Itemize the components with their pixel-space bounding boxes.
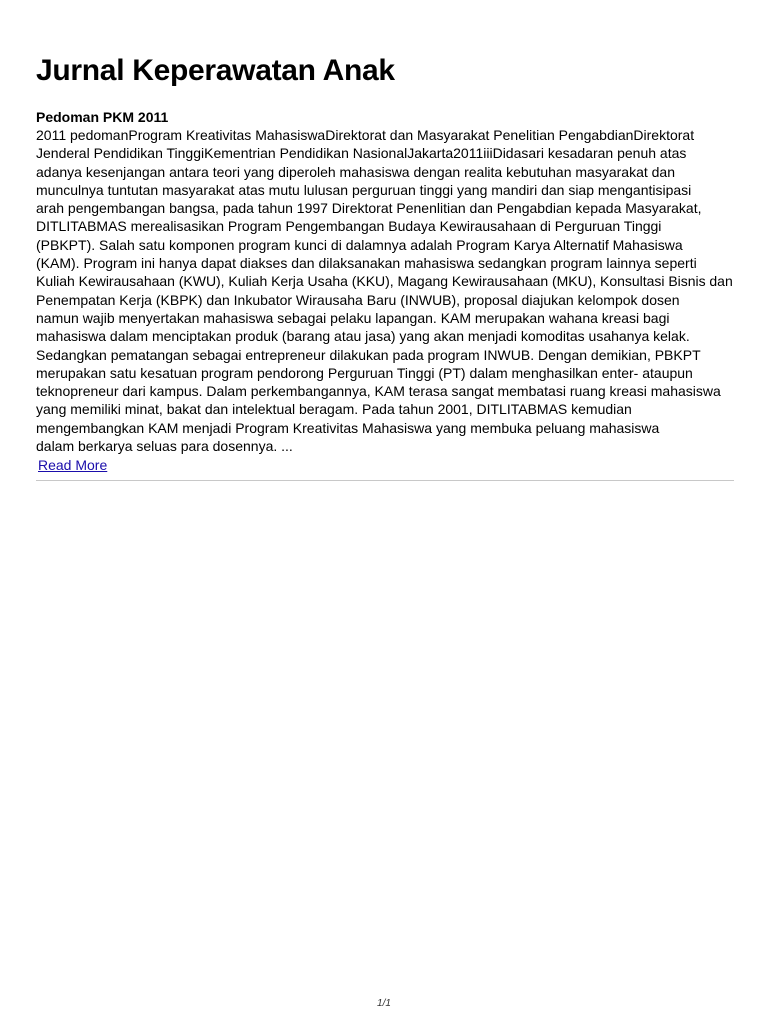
page-number: 1/1 bbox=[377, 998, 391, 1009]
page-title: Jurnal Keperawatan Anak bbox=[36, 54, 395, 87]
article-body-line: (PBKPT). Salah satu komponen program kunci di dalamnya adalah Program Karya Alternatif Mahasiswa bbox=[36, 236, 683, 253]
article-body-line: Sedangkan pematangan sebagai entrepreneur dilakukan pada program INWUB. Dengan demikian, PBKPT bbox=[36, 346, 701, 363]
article-body bbox=[36, 126, 734, 455]
article-title: Pedoman PKM 2011 bbox=[36, 109, 169, 125]
article-body-line: munculnya tuntutan masyarakat atas mutu lulusan perguruan tinggi yang mandiri dan siap mengantisipasi bbox=[36, 181, 692, 198]
article-body-line: (KAM). Program ini hanya dapat diakses dan dilaksanakan mahasiswa sedangkan program lainnya seperti bbox=[36, 255, 697, 272]
divider bbox=[36, 480, 734, 481]
article-body-line: mengembangkan KAM menjadi Program Kreativitas Mahasiswa yang membuka peluang mahasiswa bbox=[36, 419, 660, 436]
article-body-line: yang memiliki minat, bakat dan intelektual beragam. Pada tahun 2001, DITLITABMAS kemudian bbox=[36, 401, 632, 418]
article-body-line: dalam berkarya seluas para dosennya. ... bbox=[36, 438, 293, 455]
article-body-line: DITLITABMAS merealisasikan Program Pengembangan Budaya Kewirausahaan di Perguruan Tinggi bbox=[36, 218, 662, 235]
article bbox=[36, 108, 734, 481]
article-body-line: teknopreneur dari kampus. Dalam perkembangannya, KAM terasa sangat membatasi ruang kreasi mahasiswa bbox=[36, 383, 721, 400]
article-body-line: Penempatan Kerja (KBPK) dan Inkubator Wirausaha Baru (INWUB), proposal diajukan kelompok dosen bbox=[36, 291, 680, 308]
read-more-link[interactable]: Read More bbox=[38, 457, 108, 474]
article-body-line: merupakan satu kesatuan program pendorong Perguruan Tinggi (PT) dalam menghasilkan enter- ataupun bbox=[36, 364, 693, 381]
article-body-line: Jenderal Pendidikan TinggiKementrian Pendidikan NasionalJakarta2011iiiDidasari kesadaran penuh atas bbox=[36, 145, 687, 162]
article-body-line: namun wajib menyertakan mahasiswa sebagai pelaku lapangan. KAM merupakan wahana kreasi bagi bbox=[36, 309, 670, 326]
article-body-line: 2011 pedomanProgram Kreativitas MahasiswaDirektorat dan Masyarakat Penelitian PengabdianDirektorat bbox=[36, 127, 695, 143]
article-body-line: mahasiswa dalam menciptakan produk (barang atau jasa) yang akan menjadi komoditas usahanya kelak. bbox=[36, 328, 690, 345]
article-body-line: arah pengembangan bangsa, pada tahun 1997 Direktorat Penenlitian dan Pengabdian kepada Masyarakat, bbox=[36, 200, 702, 217]
article-body-line: Kuliah Kewirausahaan (KWU), Kuliah Kerja Usaha (KKU), Magang Kewirausahaan (MKU), Konsultasi Bisnis dan bbox=[36, 273, 733, 290]
article-body-line: adanya kesenjangan antara teori yang diperoleh mahasiswa dengan realita kebutuhan masyarakat dan bbox=[36, 163, 675, 180]
